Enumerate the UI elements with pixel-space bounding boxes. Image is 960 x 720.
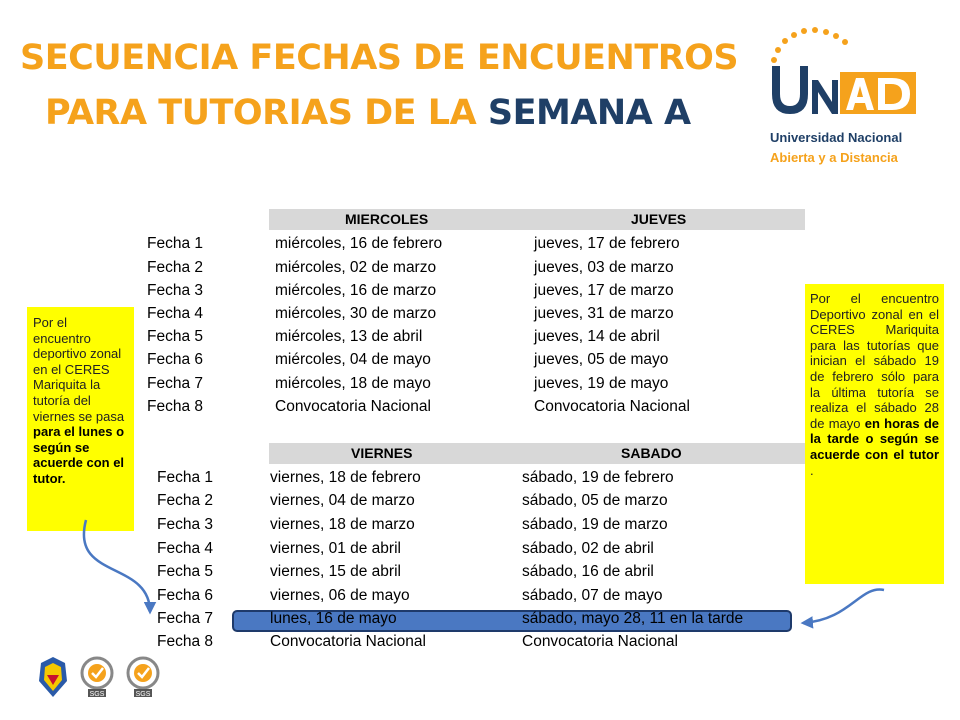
row-label: Fecha 8 bbox=[147, 398, 204, 415]
viernes-date: viernes, 06 de mayo bbox=[270, 587, 410, 604]
note-right-text: Por el encuentro Deportivo zonal en el CERES Mariquita para las tutorías que inician el sábado 19 de febrero sólo para la última tutoría se realiza el sábado 28 de mayo bbox=[810, 291, 939, 431]
sabado-date: sábado, 02 de abril bbox=[522, 540, 654, 557]
header-miercoles: MIERCOLES bbox=[345, 211, 429, 227]
sabado-date: sábado, 19 de febrero bbox=[522, 469, 674, 486]
note-left-text: Por el encuentro deportivo zonal en el CERES Mariquita la tutoría del viernes se pasa bbox=[33, 315, 125, 424]
certification-badge-icon bbox=[124, 655, 162, 704]
header-jueves: JUEVES bbox=[631, 211, 687, 227]
sabado-date: sábado, 07 de mayo bbox=[522, 587, 663, 604]
viernes-date: viernes, 15 de abril bbox=[270, 563, 401, 580]
note-right-bold: en horas de la tarde o según se acuerde con el tutor bbox=[810, 415, 939, 462]
badge-text: SGS bbox=[135, 691, 151, 698]
jueves-date: jueves, 14 de abril bbox=[534, 328, 660, 345]
row-label: Fecha 2 bbox=[147, 259, 204, 276]
sabado-date: sábado, mayo 28, 11 en la tarde bbox=[522, 610, 744, 627]
miercoles-date: miércoles, 18 de mayo bbox=[275, 375, 431, 392]
row-label: Fecha 5 bbox=[157, 563, 214, 580]
miercoles-date: miércoles, 02 de marzo bbox=[275, 259, 437, 276]
row-label: Fecha 1 bbox=[157, 469, 214, 486]
title-orange-part: PARA TUTORIAS DE LA bbox=[45, 93, 488, 133]
row-label: Fecha 6 bbox=[157, 587, 214, 604]
jueves-date: jueves, 17 de marzo bbox=[534, 282, 674, 299]
viernes-date: viernes, 18 de marzo bbox=[270, 516, 415, 533]
note-left-bold: para el lunes o según se acuerde con el tutor. bbox=[33, 424, 125, 486]
viernes-date: lunes, 16 de mayo bbox=[270, 610, 397, 627]
note-right-tail: . bbox=[810, 462, 814, 478]
jueves-date: jueves, 03 de marzo bbox=[534, 259, 674, 276]
sabado-date: Convocatoria Nacional bbox=[522, 633, 678, 650]
badge-text: SGS bbox=[89, 691, 105, 698]
miercoles-date: miércoles, 16 de febrero bbox=[275, 235, 443, 252]
jueves-date: jueves, 19 de mayo bbox=[534, 375, 669, 392]
row-label: Fecha 5 bbox=[147, 328, 204, 345]
logo-line-2: Abierta y a Distancia bbox=[770, 150, 898, 165]
row-label: Fecha 1 bbox=[147, 235, 204, 252]
miercoles-date: miércoles, 04 de mayo bbox=[275, 351, 431, 368]
row-label: Fecha 4 bbox=[157, 540, 214, 557]
jueves-date: jueves, 05 de mayo bbox=[534, 351, 669, 368]
jueves-date: jueves, 31 de marzo bbox=[534, 305, 674, 322]
miercoles-date: miércoles, 30 de marzo bbox=[275, 305, 437, 322]
header-sabado: SABADO bbox=[621, 445, 682, 461]
certification-badge-icon bbox=[78, 655, 116, 704]
jueves-date: Convocatoria Nacional bbox=[534, 398, 690, 415]
row-label: Fecha 3 bbox=[147, 282, 204, 299]
arrow-left bbox=[84, 520, 150, 612]
row-label: Fecha 4 bbox=[147, 305, 204, 322]
miercoles-date: miércoles, 13 de abril bbox=[275, 328, 423, 345]
row-label: Fecha 3 bbox=[157, 516, 214, 533]
viernes-date: viernes, 04 de marzo bbox=[270, 492, 415, 509]
row-label: Fecha 7 bbox=[157, 610, 214, 627]
sabado-date: sábado, 16 de abril bbox=[522, 563, 654, 580]
colombia-seal-icon bbox=[35, 655, 71, 704]
row-label: Fecha 8 bbox=[157, 633, 214, 650]
title-blue-part: SEMANA A bbox=[487, 93, 691, 133]
page-title-line-1: SECUENCIA FECHAS DE ENCUENTROS bbox=[20, 38, 739, 78]
logo-line-1: Universidad Nacional bbox=[770, 130, 903, 145]
miercoles-date: miércoles, 16 de marzo bbox=[275, 282, 437, 299]
jueves-date: jueves, 17 de febrero bbox=[534, 235, 680, 252]
arrow-right bbox=[803, 590, 884, 623]
miercoles-date: Convocatoria Nacional bbox=[275, 398, 431, 415]
sabado-date: sábado, 05 de marzo bbox=[522, 492, 668, 509]
viernes-date: viernes, 18 de febrero bbox=[270, 469, 421, 486]
row-label: Fecha 2 bbox=[157, 492, 214, 509]
viernes-date: viernes, 01 de abril bbox=[270, 540, 401, 557]
header-viernes: VIERNES bbox=[351, 445, 413, 461]
sabado-date: sábado, 19 de marzo bbox=[522, 516, 668, 533]
row-label: Fecha 6 bbox=[147, 351, 204, 368]
row-label: Fecha 7 bbox=[147, 375, 204, 392]
viernes-date: Convocatoria Nacional bbox=[270, 633, 426, 650]
